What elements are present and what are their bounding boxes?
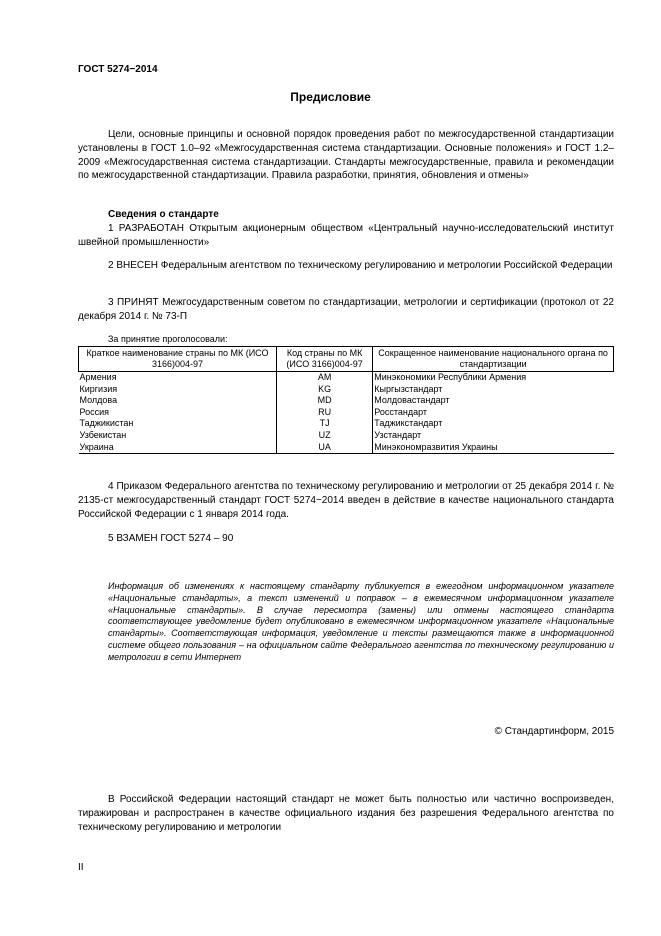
table-row xyxy=(79,372,614,384)
country-cell: Армения xyxy=(79,372,117,382)
item-3 xyxy=(78,296,614,324)
code-cell: UZ xyxy=(276,430,372,442)
table-row xyxy=(79,384,614,396)
item-1 xyxy=(78,222,614,250)
table-header-row xyxy=(79,347,614,372)
page-title: Предисловие xyxy=(290,90,371,104)
item-4 xyxy=(78,480,614,521)
standard-id: ГОСТ 5274−2014 xyxy=(78,64,158,75)
info-block xyxy=(78,208,614,249)
code-cell: UA xyxy=(276,442,372,454)
code-cell: TJ xyxy=(276,418,372,430)
page-number: II xyxy=(78,862,84,873)
code-cell: RU xyxy=(276,407,372,419)
item-5-text: 5 ВЗАМЕН ГОСТ 5274 – 90 xyxy=(108,533,234,544)
country-cell: Россия xyxy=(79,406,110,417)
code-cell: AM xyxy=(276,372,372,384)
table-row xyxy=(79,430,614,442)
table-row xyxy=(79,418,614,430)
body-cell: Молдовастандарт xyxy=(374,395,450,406)
country-cell: Узбекистан xyxy=(79,429,127,440)
table-header-country: Краткое наименование страны по МК (ИСО 3166)004-97 xyxy=(79,347,277,372)
item-4-text: 4 Приказом Федерального агентства по техническому регулированию и метрологии от 25 декабря 2014 г. № 2135-ст межгосударственный стандарт ГОСТ 5274−2014 введен в действие в качестве национального стандарта Российской Федерации с 1 января 2014 года. xyxy=(78,481,614,520)
body-cell: Минэкономики Республики Армения xyxy=(374,372,527,382)
body-cell: Таджикстандарт xyxy=(374,418,443,429)
table-row xyxy=(79,442,614,454)
body-cell: Кыргызстандарт xyxy=(374,383,443,394)
item-5 xyxy=(78,532,614,546)
intro-paragraph xyxy=(78,128,614,183)
code-cell: KG xyxy=(276,384,372,396)
body-cell: Минэкономразвития Украины xyxy=(373,442,614,454)
table-row xyxy=(79,395,614,407)
country-cell: Таджикистан xyxy=(79,418,134,429)
item-3-text: 3 ПРИНЯТ Межгосударственным советом по стандартизации, метрологии и сертификации (протокол от 22 декабря 2014 г. № 73-П xyxy=(78,297,614,322)
table-row xyxy=(79,407,614,419)
country-cell: Украина xyxy=(79,442,277,454)
country-cell: Молдова xyxy=(79,395,118,406)
vote-caption: За принятие проголосовали: xyxy=(108,334,228,344)
reproduction-text: В Российской Федерации настоящий стандарт не может быть полностью или частично воспроизведен, тиражирован и распространен в качестве официального издания без разрешения Федерального агентства по техническому регулированию и метрологии xyxy=(78,794,614,833)
item-2 xyxy=(78,259,614,273)
item-1-text: 1 РАЗРАБОТАН Открытым акционерным обществом «Центральный научно-исследовательский институт швейной промышленности» xyxy=(78,222,614,248)
table-header-code: Код страны по МК (ИСО 3166)004-97 xyxy=(276,347,372,372)
country-cell: Киргизия xyxy=(79,383,118,394)
accession-table xyxy=(78,346,614,454)
item-2-text: 2 ВНЕСЕН Федеральным агентством по техническому регулированию и метрологии Российской Федерации xyxy=(108,260,613,271)
body-cell: Узстандарт xyxy=(374,429,422,440)
table-header-body: Сокращенное наименование национального органа по стандартизации xyxy=(373,347,614,372)
body-cell: Росстандарт xyxy=(374,406,428,417)
copyright: © Стандартинформ, 2015 xyxy=(494,726,614,737)
change-notice: Информация об изменениях к настоящему стандарту публикуется в ежегодном информационном указателе «Национальные стандарты», а текст изменений и поправок – в ежемесячном информационном указателе «Национальные стандарты». В случае пересмотра (замены) или отмены настоящего стандарта соответствующее уведомление будет опубликовано в ежемесячном информационном указателе «Национальные стандарты». Соответствующая информация, уведомление и тексты размещаются также в информационной системе общего пользования – на официальном сайте Федерального агентства по техническому регулированию и метрологии в сети Интернет xyxy=(108,581,614,662)
intro-text: Цели, основные принципы и основной порядок проведения работ по межгосударственной стандартизации установлены в ГОСТ 1.0–92 «Межгосударственная система стандартизации. Основные положения» и ГОСТ 1.2–2009 «Межгосударственная система стандартизации. Стандарты межгосударственные, правила и рекомендации по межгосударственной стандартизации. Правила разработки, принятия, обновления и отмены» xyxy=(78,129,614,182)
reproduction-notice xyxy=(78,793,614,834)
code-cell: MD xyxy=(276,395,372,407)
info-heading: Сведения о стандарте xyxy=(108,209,219,220)
